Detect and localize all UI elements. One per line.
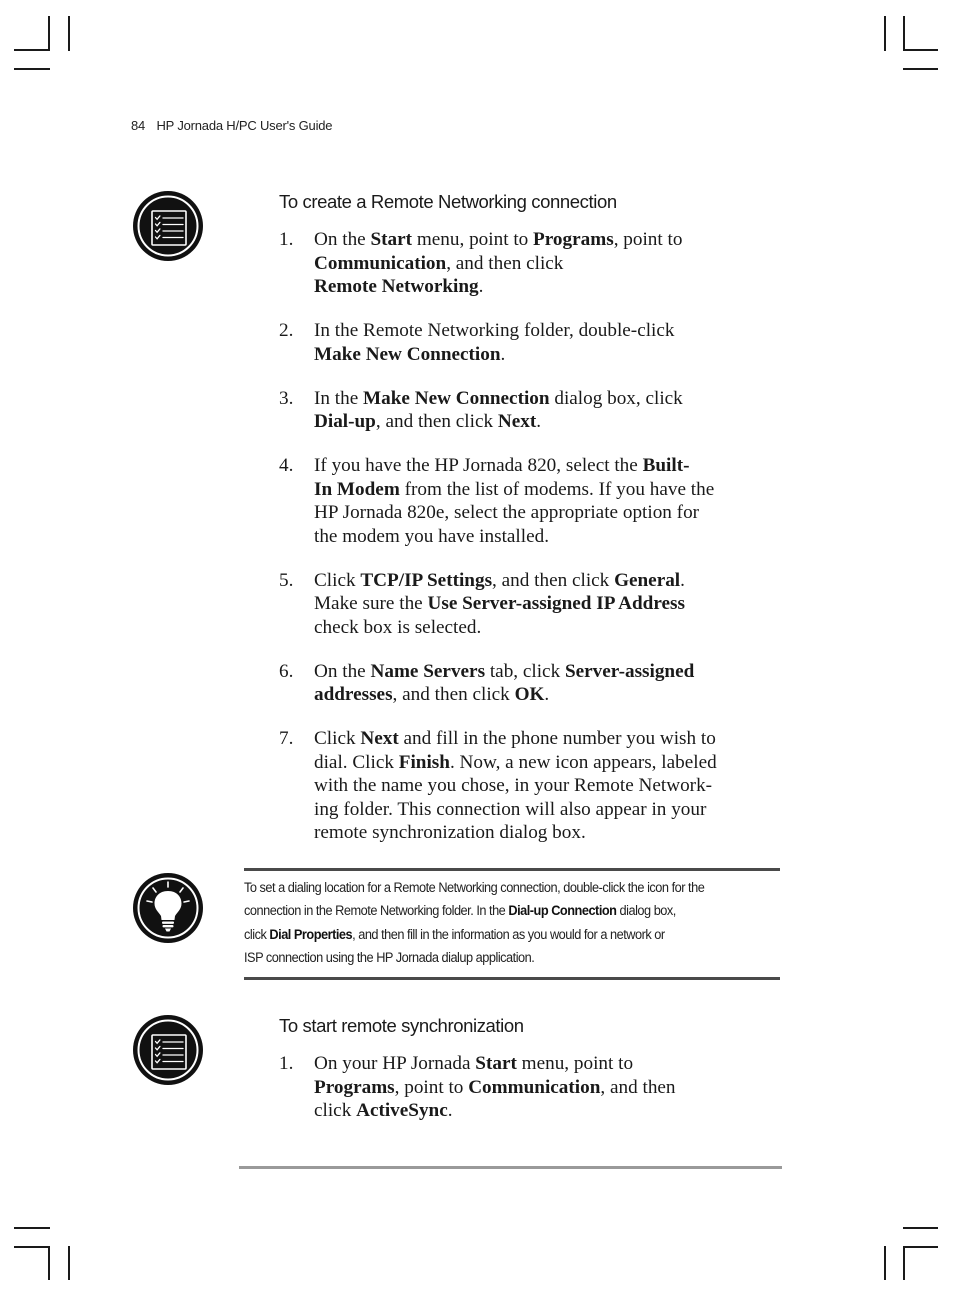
- step-7: 7. Click Next and fill in the phone number you wish to dial. Click Finish. Now, a new icon appears, labeled with the name you chose, in your Remote Network- ing folder. This connection will also appear in your remote synchronization dialog box.: [279, 728, 717, 843]
- crop-mark: [14, 49, 50, 51]
- crop-mark: [903, 1246, 938, 1248]
- crop-mark: [14, 1246, 50, 1248]
- step-4: 4. If you have the HP Jornada 820, select the Built- In Modem from the list of modems. If you have the HP Jornada 820e, select the appropriate option for the modem you have installed.: [279, 455, 715, 547]
- crop-mark: [14, 68, 50, 70]
- page-number: 84: [131, 118, 146, 133]
- book-title: HP Jornada H/PC User's Guide: [156, 118, 333, 133]
- step-1: 1. On your HP Jornada Start menu, point to Programs, point to Communication, and then click ActiveSync.: [279, 1053, 676, 1121]
- crop-mark: [903, 1246, 905, 1280]
- crop-mark: [68, 1246, 70, 1280]
- crop-mark: [903, 1227, 938, 1229]
- bottom-rule: [239, 1166, 782, 1169]
- step-2: 2. In the Remote Networking folder, double-click Make New Connection.: [279, 320, 675, 365]
- crop-mark: [903, 16, 905, 51]
- crop-mark: [48, 16, 50, 51]
- crop-mark: [68, 16, 70, 51]
- crop-mark: [884, 1246, 886, 1280]
- step-1: 1. On the Start menu, point to Programs, point to Communication, and then click Remote Networking.: [279, 229, 683, 297]
- lightbulb-icon: [131, 871, 205, 945]
- section-heading: To start remote synchronization: [279, 1015, 524, 1036]
- running-head: [131, 118, 332, 133]
- crop-mark: [48, 1246, 50, 1280]
- tip-bottom-rule: [244, 977, 780, 980]
- section-heading: To create a Remote Networking connection: [279, 191, 617, 212]
- tip-top-rule: [244, 868, 780, 871]
- checklist-icon: [131, 189, 205, 263]
- crop-mark: [903, 49, 938, 51]
- crop-mark: [14, 1227, 50, 1229]
- step-list: [279, 228, 789, 845]
- crop-mark: [903, 68, 938, 70]
- tip-text: To set a dialing location for a Remote Networking connection, double-click the icon for the connection in the Remote Networking folder. In the Dial-up Connection dialog box, click Dial Properties, and then fill in the information as you would for a network or ISP connection using the HP Jornada dialup application.: [244, 880, 705, 967]
- checklist-icon: [131, 1013, 205, 1087]
- step-list: [279, 1052, 789, 1123]
- step-6: 6. On the Name Servers tab, click Server-assigned addresses, and then click OK.: [279, 660, 695, 705]
- step-3: 3. In the Make New Connection dialog box, click Dial-up, and then click Next.: [279, 387, 683, 432]
- step-5: 5. Click TCP/IP Settings, and then click General. Make sure the Use Server-assigned IP Address check box is selected.: [279, 569, 685, 638]
- crop-mark: [884, 16, 886, 51]
